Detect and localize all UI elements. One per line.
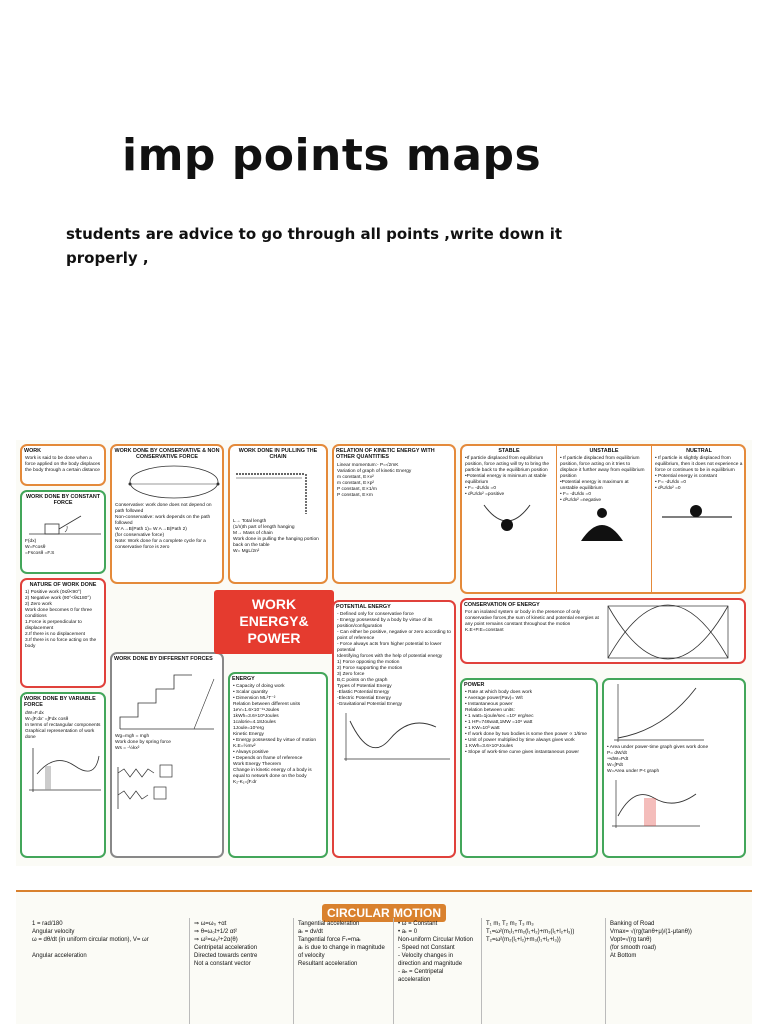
box-text: Work is said to be done when a force applied on the body displaces the body through a certain distance [25,456,101,474]
box-text: Linear momentum:- P=√2mK Variation of graph of kinetic Energy m constant, E∝v² m constant, E∝p² P constant, E∝1/m P constant, E∝m [337,462,412,498]
unstable-dome-icon [557,505,647,545]
incline-force-diagram [25,508,105,538]
power-time-graph [604,776,744,832]
box-text: 1) Positive work (0≤θ<90°) 2) Negative work (90°<θ≤180°) 2) Zero work Work done becomes 0 for three conditions 1.Force is perpendicular to displacement 2.If there is no displacement 3.If there is no force acting on the body [25,590,97,650]
box-title: WORK DONE IN PULLING THE CHAIN [238,448,318,461]
col-unstable [557,446,652,592]
path-diagram [114,462,222,502]
box-energy [228,672,328,858]
page-title: imp points maps [122,130,542,181]
box-power [460,678,598,858]
col-text: • If particle is slightly displaced from equilibrium, then it does not experience a force or continues to be in equilibrium • Potential energy is constant • F= -dU/dx =0 • d²U/dx² =0 [655,456,743,492]
box-equilibrium [460,444,746,594]
box-title: ENERGY [232,676,255,682]
box-text: Wg=mgh = mgh Work done by spring force Ws = -½kx² [115,734,171,752]
box-title: WORK DONE BY VARIABLE FORCE [24,696,96,709]
banner-text: WORK ENERGY& POWER [239,596,309,646]
box-text: L→ Total length (1/n)th part of length hanging M→ Mass of chain Work done in pulling the hanging portion back on the table W= MgL/2n² [233,518,319,554]
cell-banking: Banking of Road Vmax= √(rg(tanθ+μ)/(1-μtanθ)) Vopt=√(rg tanθ) (for smooth road) At Bottom [610,921,692,959]
page-subtitle: students are advice to go through all points ,write down it properly , [66,225,563,267]
work-time-graph [604,680,744,744]
circular-motion-map [16,890,752,1024]
neutral-flat-icon [652,493,742,523]
box-text: • Capacity of doing work • Scalar quantity • Dimension ML²T⁻² Relation between different units 1eV=1.6×10⁻¹⁹Joules 1kWh=3.6×10⁶Joules 1calorie=4.18Joules 1Joule=10⁷erg Kinetic Energy • Energy possessed by virtue of motion K.E=½mv² • Always positive • Depends on frame of reference Work Energy Theorem Change in kinetic energy of a body is equal to network done on the body K₂-K₁=∫F.dr [233,684,317,786]
box-constant-force [20,490,106,574]
box-text: Conservative: work done does not depend on path followed Non-conservative: work depends on the path followed W A→B(Path 1)= W A→B(Path 2) (for conservative force) Note: Work done for a complete cycle for a conservative force is zero [115,502,212,550]
circular-motion-banner: CIRCULAR MOTION [322,904,446,922]
col-title: NUETRAL [686,448,712,454]
box-pulling-chain [228,444,328,584]
stable-bowl-icon [462,499,552,539]
col-stable [462,446,557,592]
box-title: NATURE OF WORK DONE [29,582,97,588]
box-conservative-force [110,444,224,584]
box-title: WORK DONE BY CONSTANT FORCE [25,494,101,507]
box-title: POWER [464,682,485,688]
top-divider [16,890,752,892]
work-energy-power-banner [214,590,334,654]
box-nature-work [20,578,106,688]
cell-tangential: Tangential acceleration aₜ = dv/dt Tangential force Fₜ=maₜ aₜ is due to change in magnitude of velocity Resultant acceleration [294,918,394,1024]
col-title: UNSTABLE [589,448,619,454]
box-text: • Rate at which body does work • Average power(Pav)= W/t • Instantaneous power Relation between units: • 1 watt=1joule/sec =10⁷ erg/sec • 1 HP=746watt,1MW =10⁶ watt • 1 KW=10³ watt • If work done by two bodies is some then power ∝ 1/time • Unit of power multiplied by time always gives work 1 KWh=3.6×10⁶Joules • Slope of work-time curve gives instantaneous power [465,690,587,756]
cell-angular-velocity: 1 = rad/180 Angular velocity ω = dθ/dt (in uniform circular motion), V= ωr Angular acceleration [28,918,190,1024]
box-title: WORK DONE BY CONSERVATIVE & NON CONSERVATIVE FORCE [114,448,220,461]
cell-centripetal: ⇒ ω=ω₀ +αt ⇒ θ=ω₀t+1/2 αt² ⇒ ω²=ω₀²+2α(θ) Centripetal acceleration Directed towards centre Not a constant vector [190,918,294,1024]
potential-curve-graph [336,709,454,765]
box-text: F(dx) W=Fcosθ =Fscosθ =F.S [25,538,55,556]
work-energy-power-map [16,440,752,866]
box-variable-force [20,692,106,858]
col-title: STABLE [498,448,520,454]
box-text: dW=F.dx W=∫F.dx' =∫Fdx cosθ In terms of rectangular components Graphical representation of work done [25,710,101,740]
box-conservation-energy [460,598,746,664]
box-title: RELATION OF KINETIC ENERGY WITH OTHER QUANTITIES [336,448,435,461]
cell-tension: T₁ m₁ T₂ m₂ T₃ m₃ T₁=ω²(m₁l₁+m₂(l₁+l₂)+m₃(l₁+l₂+l₃)) T₂=ω²(m₂(l₁+l₂)+m₃(l₁+l₂+l₃)) [482,918,606,1024]
col-neutral [652,446,746,592]
chain-diagram [232,462,326,518]
energy-graph [600,602,740,662]
box-different-forces [110,652,224,858]
cell-nonuniform: • ω = Constant • aₜ = 0 Non-uniform Circular Motion - Speed not Constant - Velocity changes in direction and magnitude - aₙ = Centripetal acceleration [394,918,482,1024]
box-title: POTENTIAL ENERGY [336,604,391,610]
box-title: WORK [24,448,42,454]
col-text: •If particle displaced from equilibrium position, force acting will try to bring the particle back to the equilibrium position •Potential energy is minimum at stable equilibrium • F= -dU/dx =0 • d²U/dx² =positive [465,456,549,498]
box-text: For an isolated system or body in the presence of only conservative forces,the sum of kinetic and potential energies at any point remains constant throughout the motion K.E+P.E=constant [465,610,599,634]
box-title: WORK DONE BY DIFFERENT FORCES [114,656,213,662]
box-text: - Defined only for conservative force - Energy possessed by a body by virtue of its position/configuration - Can either be positive, negative or zero according to point of reference - Force always acts from higher potential to lower potential Identifying forces with the help of potential energy 1) Force opposing the motion 2) Force supporting the motion 3) Zero force B,C points on the graph Types of Potential Energy -Elastic Potential Energy -Electric Potential Energy -Gravitational Potential Energy [337,612,451,708]
col-text: • If particle displaced from equilibrium position, force acting on it tries to displace it further away from equilibrium position •Potential energy is maximum at unstable equilibrium • F= -dU/dx =0 • d²U/dx² =negative [560,456,645,504]
stairs-diagram [114,663,222,733]
box-title: CONSERVATION OF ENERGY [464,602,540,608]
box-potential-energy [332,600,456,858]
spring-diagram [114,753,222,813]
variable-force-graph [25,744,105,794]
box-power-graph [602,678,746,858]
box-kinetic-relation [332,444,456,584]
box-work [20,444,106,486]
box-text: • Area under power-time graph gives work done P= dW/dt ⇒dW=Pdt W=∫Pdt W=Area under P-t graph [607,745,709,774]
